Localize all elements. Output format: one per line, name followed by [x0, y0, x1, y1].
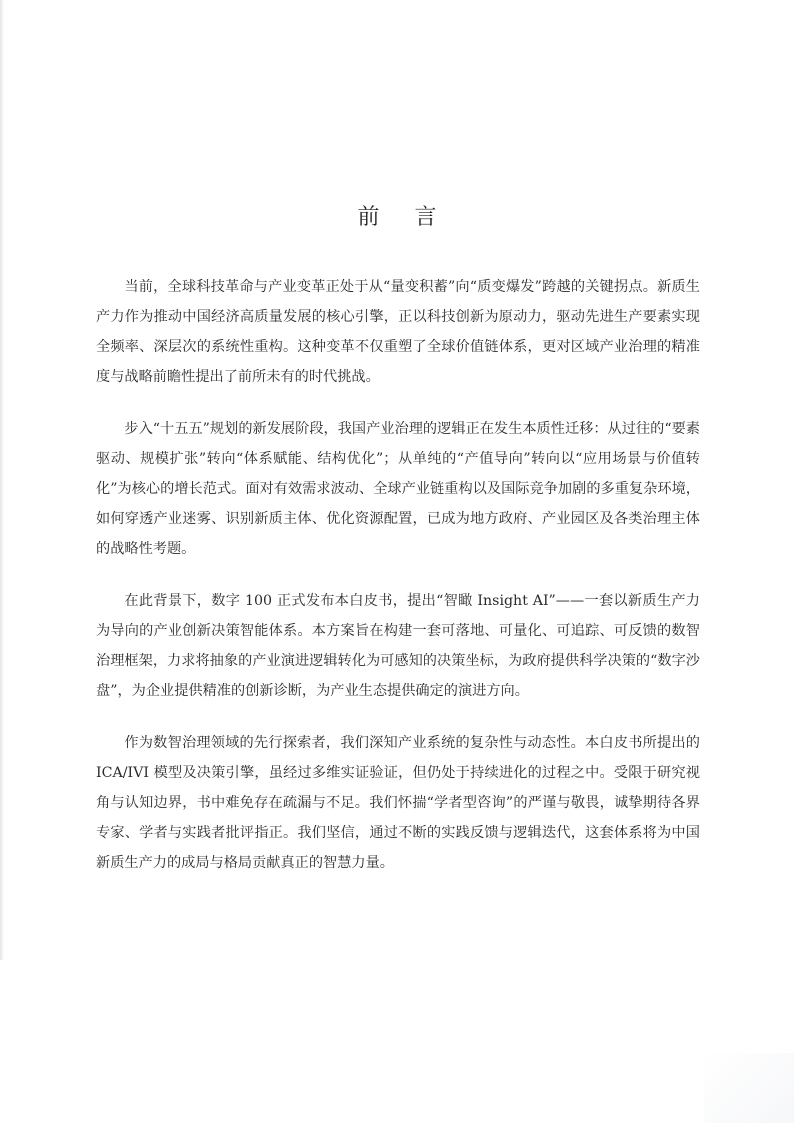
page-corner-shade	[704, 1053, 794, 1123]
page-edge-shadow	[0, 0, 4, 960]
paragraph-1: 当前，全球科技革命与产业变革正处于从“量变积蓄”向“质变爆发”跨越的关键拐点。新质生产力作为推动中国经济高质量发展的核心引擎，正以科技创新为原动力，驱动先进生产要素实现全频率、深层次的系统性重构。这种变革不仅重塑了全球价值链体系，更对区域产业治理的精准度与战略前瞻性提出了前所未有的时代挑战。	[96, 279, 700, 385]
page-title: 前 言	[357, 205, 451, 230]
preface-body	[96, 272, 700, 900]
paragraph-3: 在此背景下，数字 100 正式发布本白皮书，提出“智瞰 Insight AI”——一套以新质生产力为导向的产业创新决策智能体系。本方案旨在构建一套可落地、可量化、可追踪、可反馈的数智治理框架，力求将抽象的产业演进逻辑转化为可感知的决策坐标，为政府提供科学决策的“数字沙盘”，为企业提供精准的创新诊断，为产业生态提供确定的演进方向。	[96, 593, 700, 699]
paragraph-4: 作为数智治理领域的先行探索者，我们深知产业系统的复杂性与动态性。本白皮书所提出的 ICA/IVI 模型及决策引擎，虽经过多维实证验证，但仍处于持续进化的过程之中。受限于研究视角与认知边界，书中难免存在疏漏与不足。我们怀揣“学者型咨询”的严谨与敬畏，诚挚期待各界专家、学者与实践者批评指正。我们坚信，通过不断的实践反馈与逻辑迭代，这套体系将为中国新质生产力的成局与格局贡献真正的智慧力量。	[96, 735, 700, 871]
paragraph-2: 步入“十五五”规划的新发展阶段，我国产业治理的逻辑正在发生本质性迁移：从过往的“要素驱动、规模扩张”转向“体系赋能、结构优化”；从单纯的“产值导向”转向以“应用场景与价值转化”为核心的增长范式。面对有效需求波动、全球产业链重构以及国际竞争加剧的多重复杂环境，如何穿透产业迷雾、识别新质主体、优化资源配置，已成为地方政府、产业园区及各类治理主体的战略性考题。	[96, 421, 700, 557]
